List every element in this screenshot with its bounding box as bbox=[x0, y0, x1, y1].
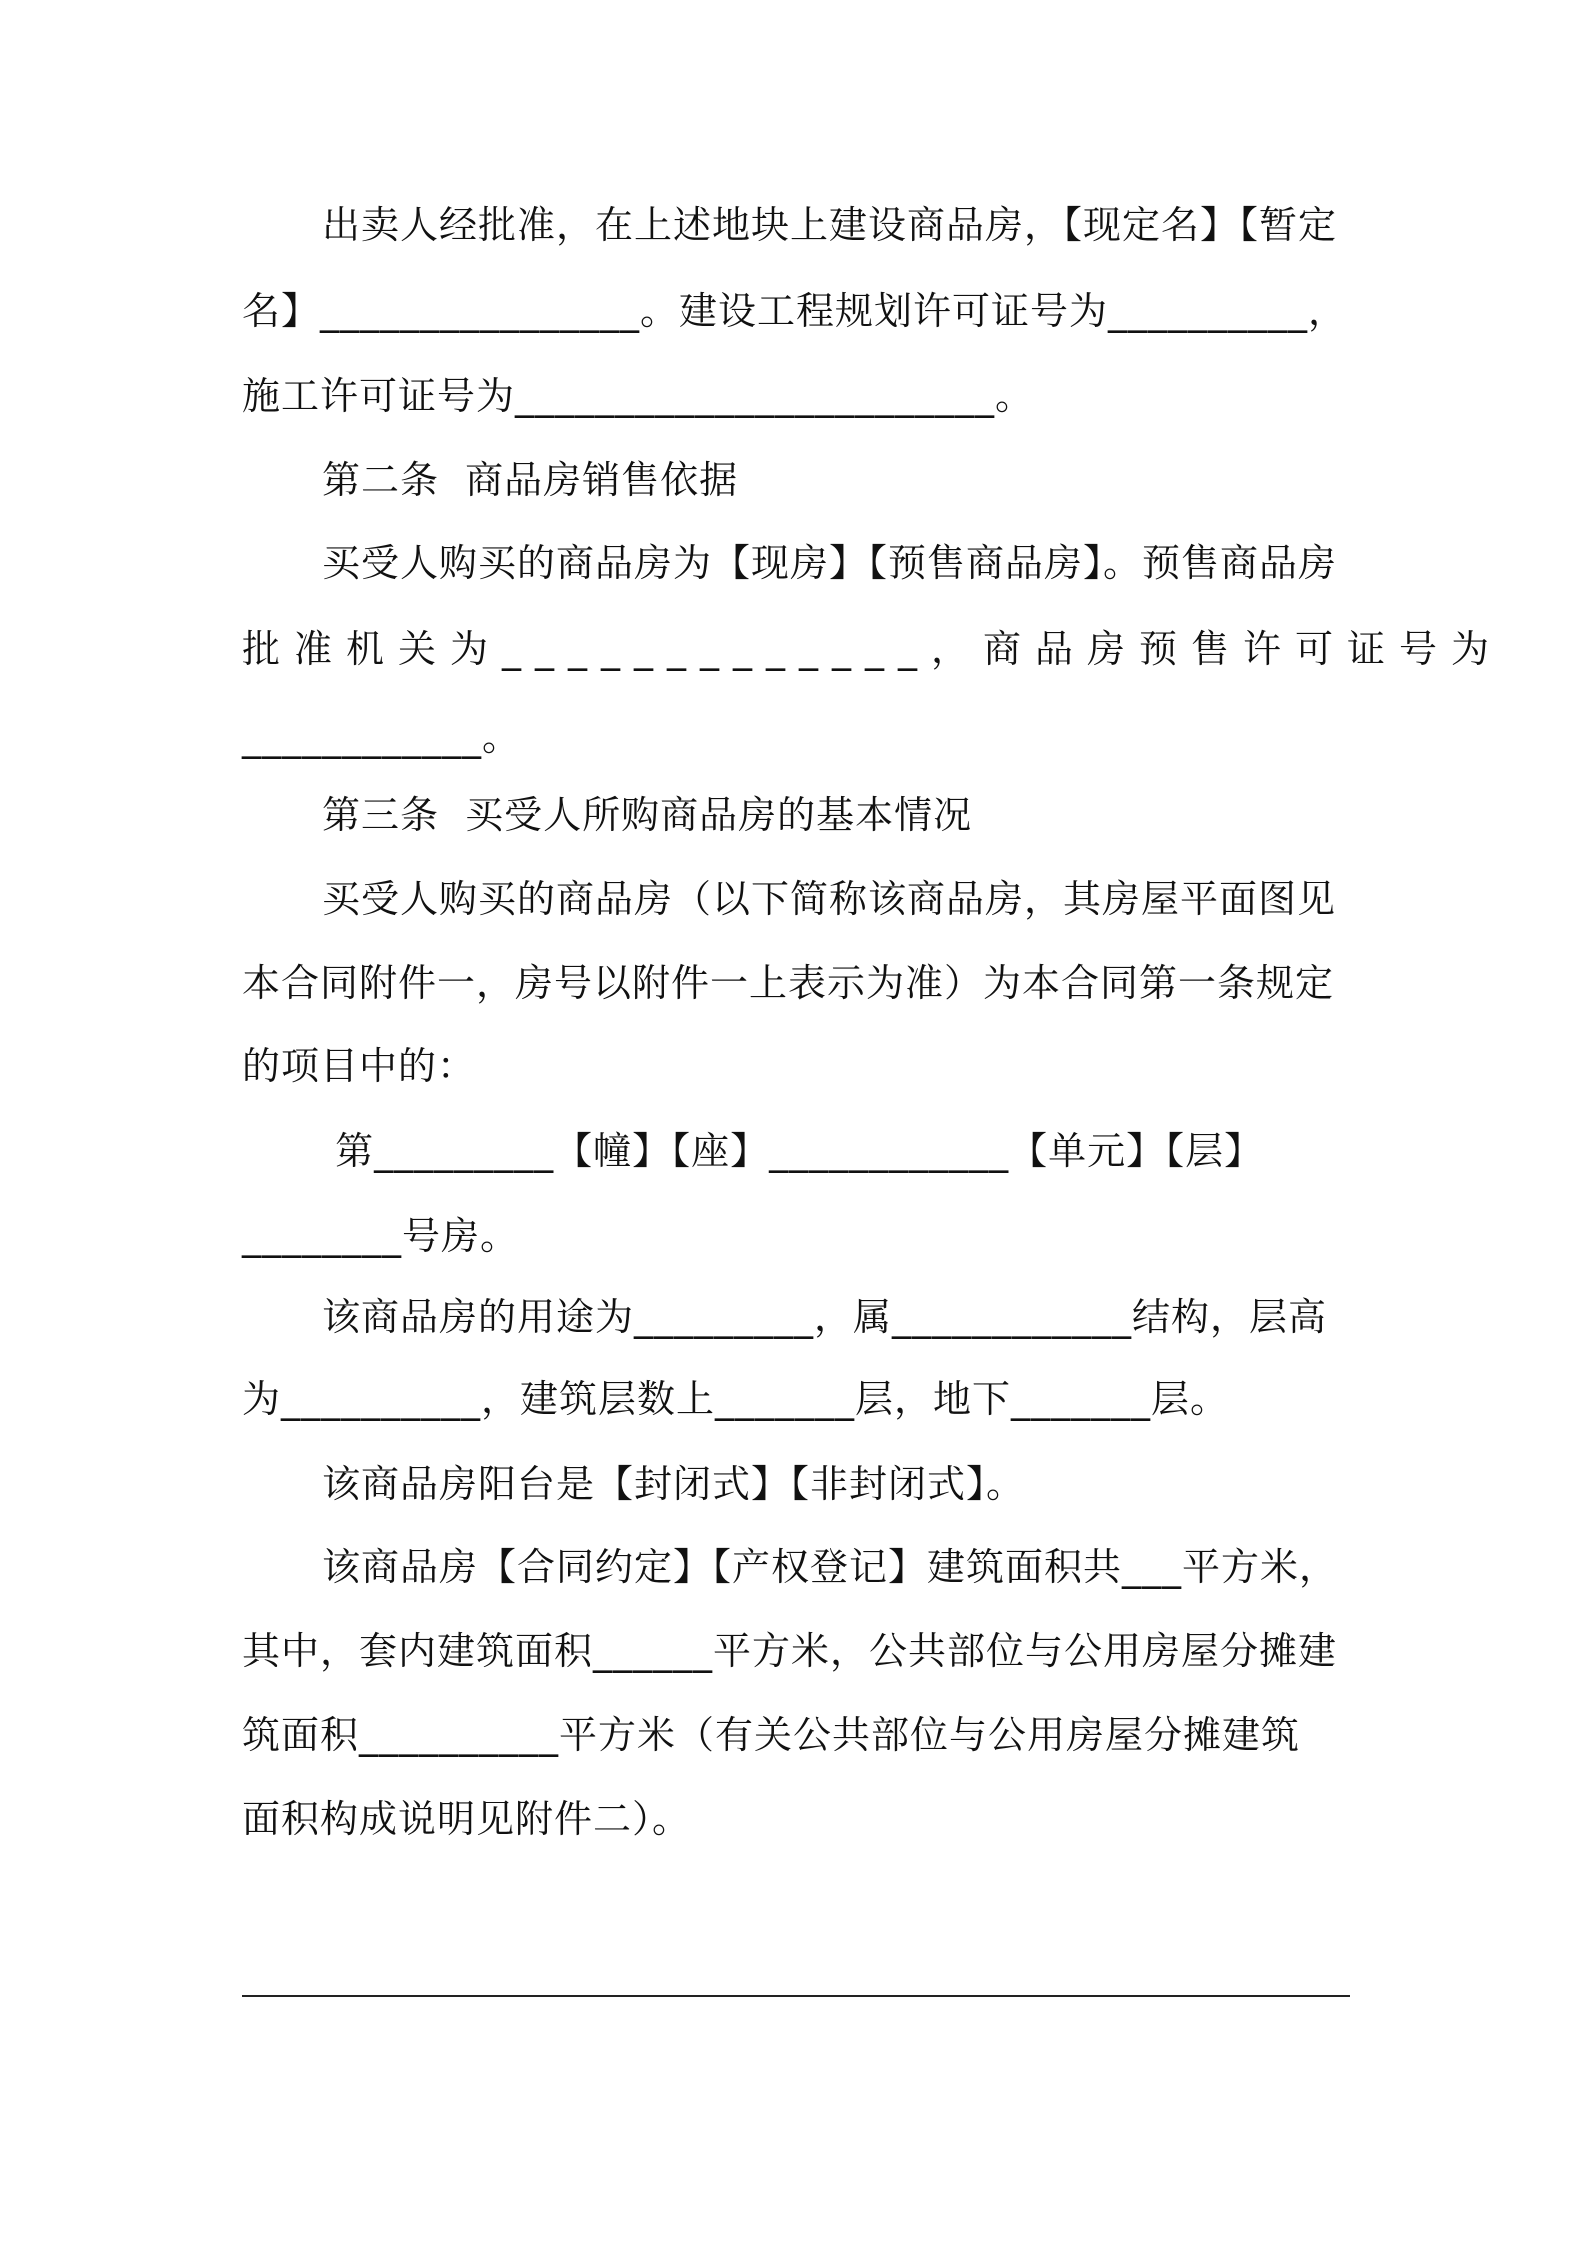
paragraph-line: 本合同附件一，房号以附件一上表示为准）为本合同第一条规定 bbox=[242, 961, 1335, 1005]
paragraph-line: 面积构成说明见附件二）。 bbox=[242, 1797, 692, 1841]
paragraph-line: 该商品房阳台是【封闭式】【非封闭式】。 bbox=[322, 1462, 1026, 1506]
paragraph-line: 第_________【幢】【座】____________【单元】【层】 bbox=[322, 1129, 1264, 1173]
paragraph-line: ________号房。 bbox=[242, 1214, 520, 1258]
paragraph-line: 买受人购买的商品房（以下简称该商品房，其房屋平面图见 bbox=[322, 877, 1337, 921]
paragraph-line: 买受人购买的商品房为【现房】【预售商品房】。预售商品房 bbox=[322, 541, 1338, 585]
paragraph-line: 筑面积__________平方米（有关公共部位与公用房屋分摊建筑 bbox=[242, 1713, 1301, 1757]
footer-divider bbox=[242, 1995, 1350, 1997]
paragraph-line: 该商品房的用途为_________，属____________结构，层高 bbox=[322, 1295, 1328, 1339]
paragraph-line: 该商品房【合同约定】【产权登记】建筑面积共___平方米， bbox=[322, 1545, 1339, 1589]
paragraph-line: 出卖人经批准，在上述地块上建设商品房，【现定名】【暂定 bbox=[322, 203, 1338, 247]
paragraph-line: 为__________，建筑层数上_______层，地下_______层。 bbox=[242, 1377, 1230, 1421]
paragraph-line: 批准机关为_____________，商品房预售许可证号为 bbox=[242, 627, 1504, 671]
paragraph-line: 名】________________。建设工程规划许可证号为__________， bbox=[242, 289, 1348, 333]
article-3-heading: 第三条 买受人所购商品房的基本情况 bbox=[322, 793, 973, 837]
paragraph-line: 的项目中的： bbox=[242, 1044, 477, 1088]
paragraph-line: 施工许可证号为________________________。 bbox=[242, 374, 1035, 418]
paragraph-line: ____________。 bbox=[242, 715, 522, 759]
article-2-heading: 第二条 商品房销售依据 bbox=[322, 458, 739, 502]
paragraph-line: 其中，套内建筑面积______平方米，公共部位与公用房屋分摊建 bbox=[242, 1629, 1338, 1673]
